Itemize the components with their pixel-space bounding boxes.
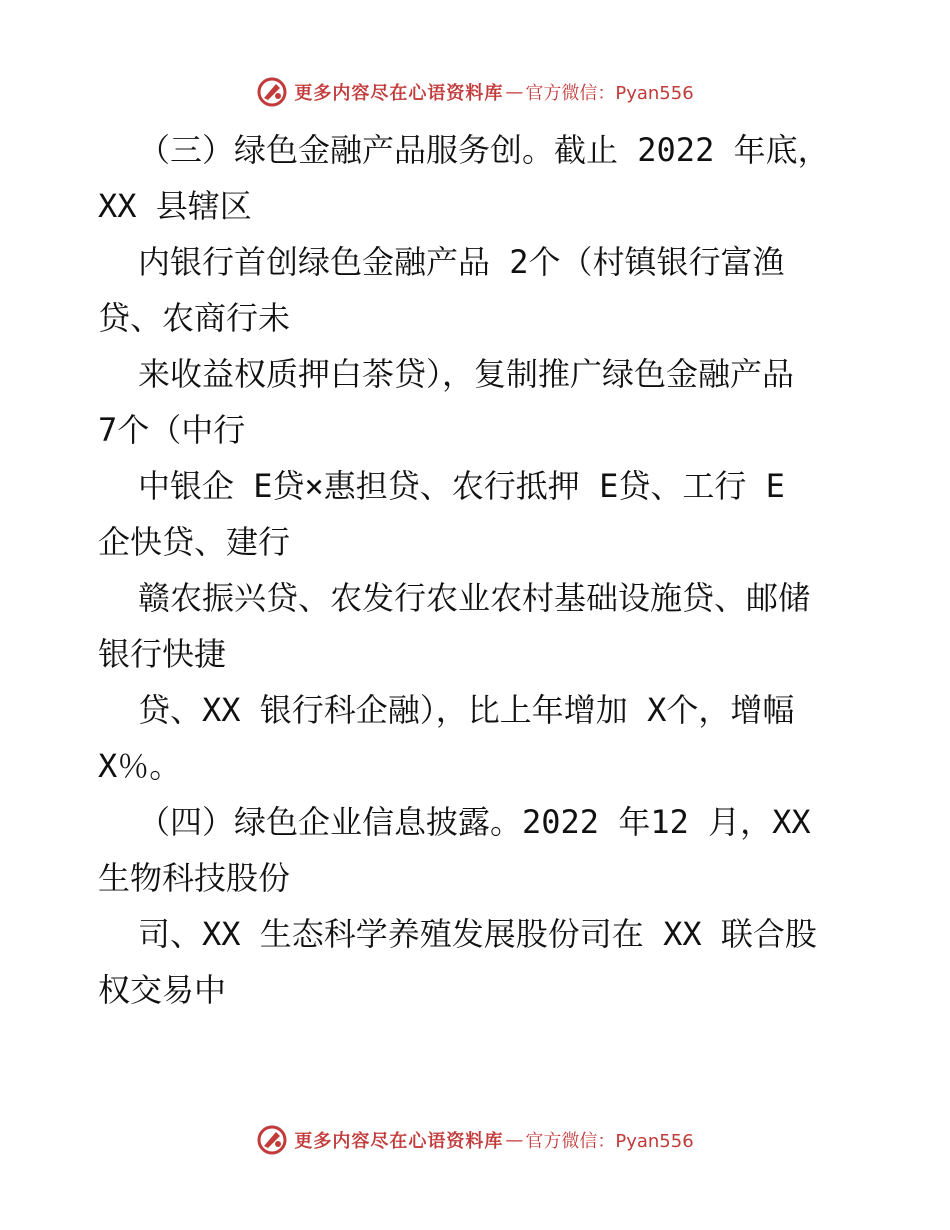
text-line: 来收益权质押白茶贷），复制推广绿色金融产品 <box>138 355 795 393</box>
watermark-contact: 官方微信：Pyan556 <box>525 1131 694 1152</box>
text-line: 企快贷、建行 <box>98 523 291 561</box>
text-line: 赣农振兴贷、农发行农业农村基础设施贷、邮储 <box>138 579 811 617</box>
text-line: 中银企 E贷×惠担贷、农行抵押 E贷、工行 E <box>138 467 785 505</box>
footer-watermark <box>0 1120 950 1160</box>
header-watermark <box>0 72 950 112</box>
watermark-separator: — <box>505 1129 524 1151</box>
text-line: 生物科技股份 <box>98 859 291 897</box>
text-line: 贷、XX 银行科企融），比上年增加 X个，增幅 <box>138 691 795 729</box>
brand-logo-icon <box>256 1124 288 1156</box>
text-line: 权交易中 <box>98 971 227 1009</box>
brand-logo-icon <box>256 76 288 108</box>
text-line: 贷、农商行未 <box>98 299 291 337</box>
text-line: 司、XX 生态科学养殖发展股份司在 XX 联合股 <box>138 915 817 953</box>
text-line: （四）绿色企业信息披露。2022 年12 月，XX <box>138 803 811 841</box>
text-line: （三）绿色金融产品服务创。截止 2022 年底， <box>138 131 830 169</box>
watermark-separator: — <box>505 81 524 103</box>
text-line: XX 县辖区 <box>98 187 252 225</box>
body-text <box>98 122 858 1018</box>
watermark-contact: 官方微信：Pyan556 <box>525 83 694 104</box>
text-line: 7个（中行 <box>98 411 246 449</box>
text-line: X％。 <box>98 747 182 785</box>
watermark-brand: 更多内容尽在心语资料库 <box>294 83 504 104</box>
text-line: 银行快捷 <box>98 635 227 673</box>
watermark-brand: 更多内容尽在心语资料库 <box>294 1131 504 1152</box>
text-line: 内银行首创绿色金融产品 2个（村镇银行富渔 <box>138 243 785 281</box>
